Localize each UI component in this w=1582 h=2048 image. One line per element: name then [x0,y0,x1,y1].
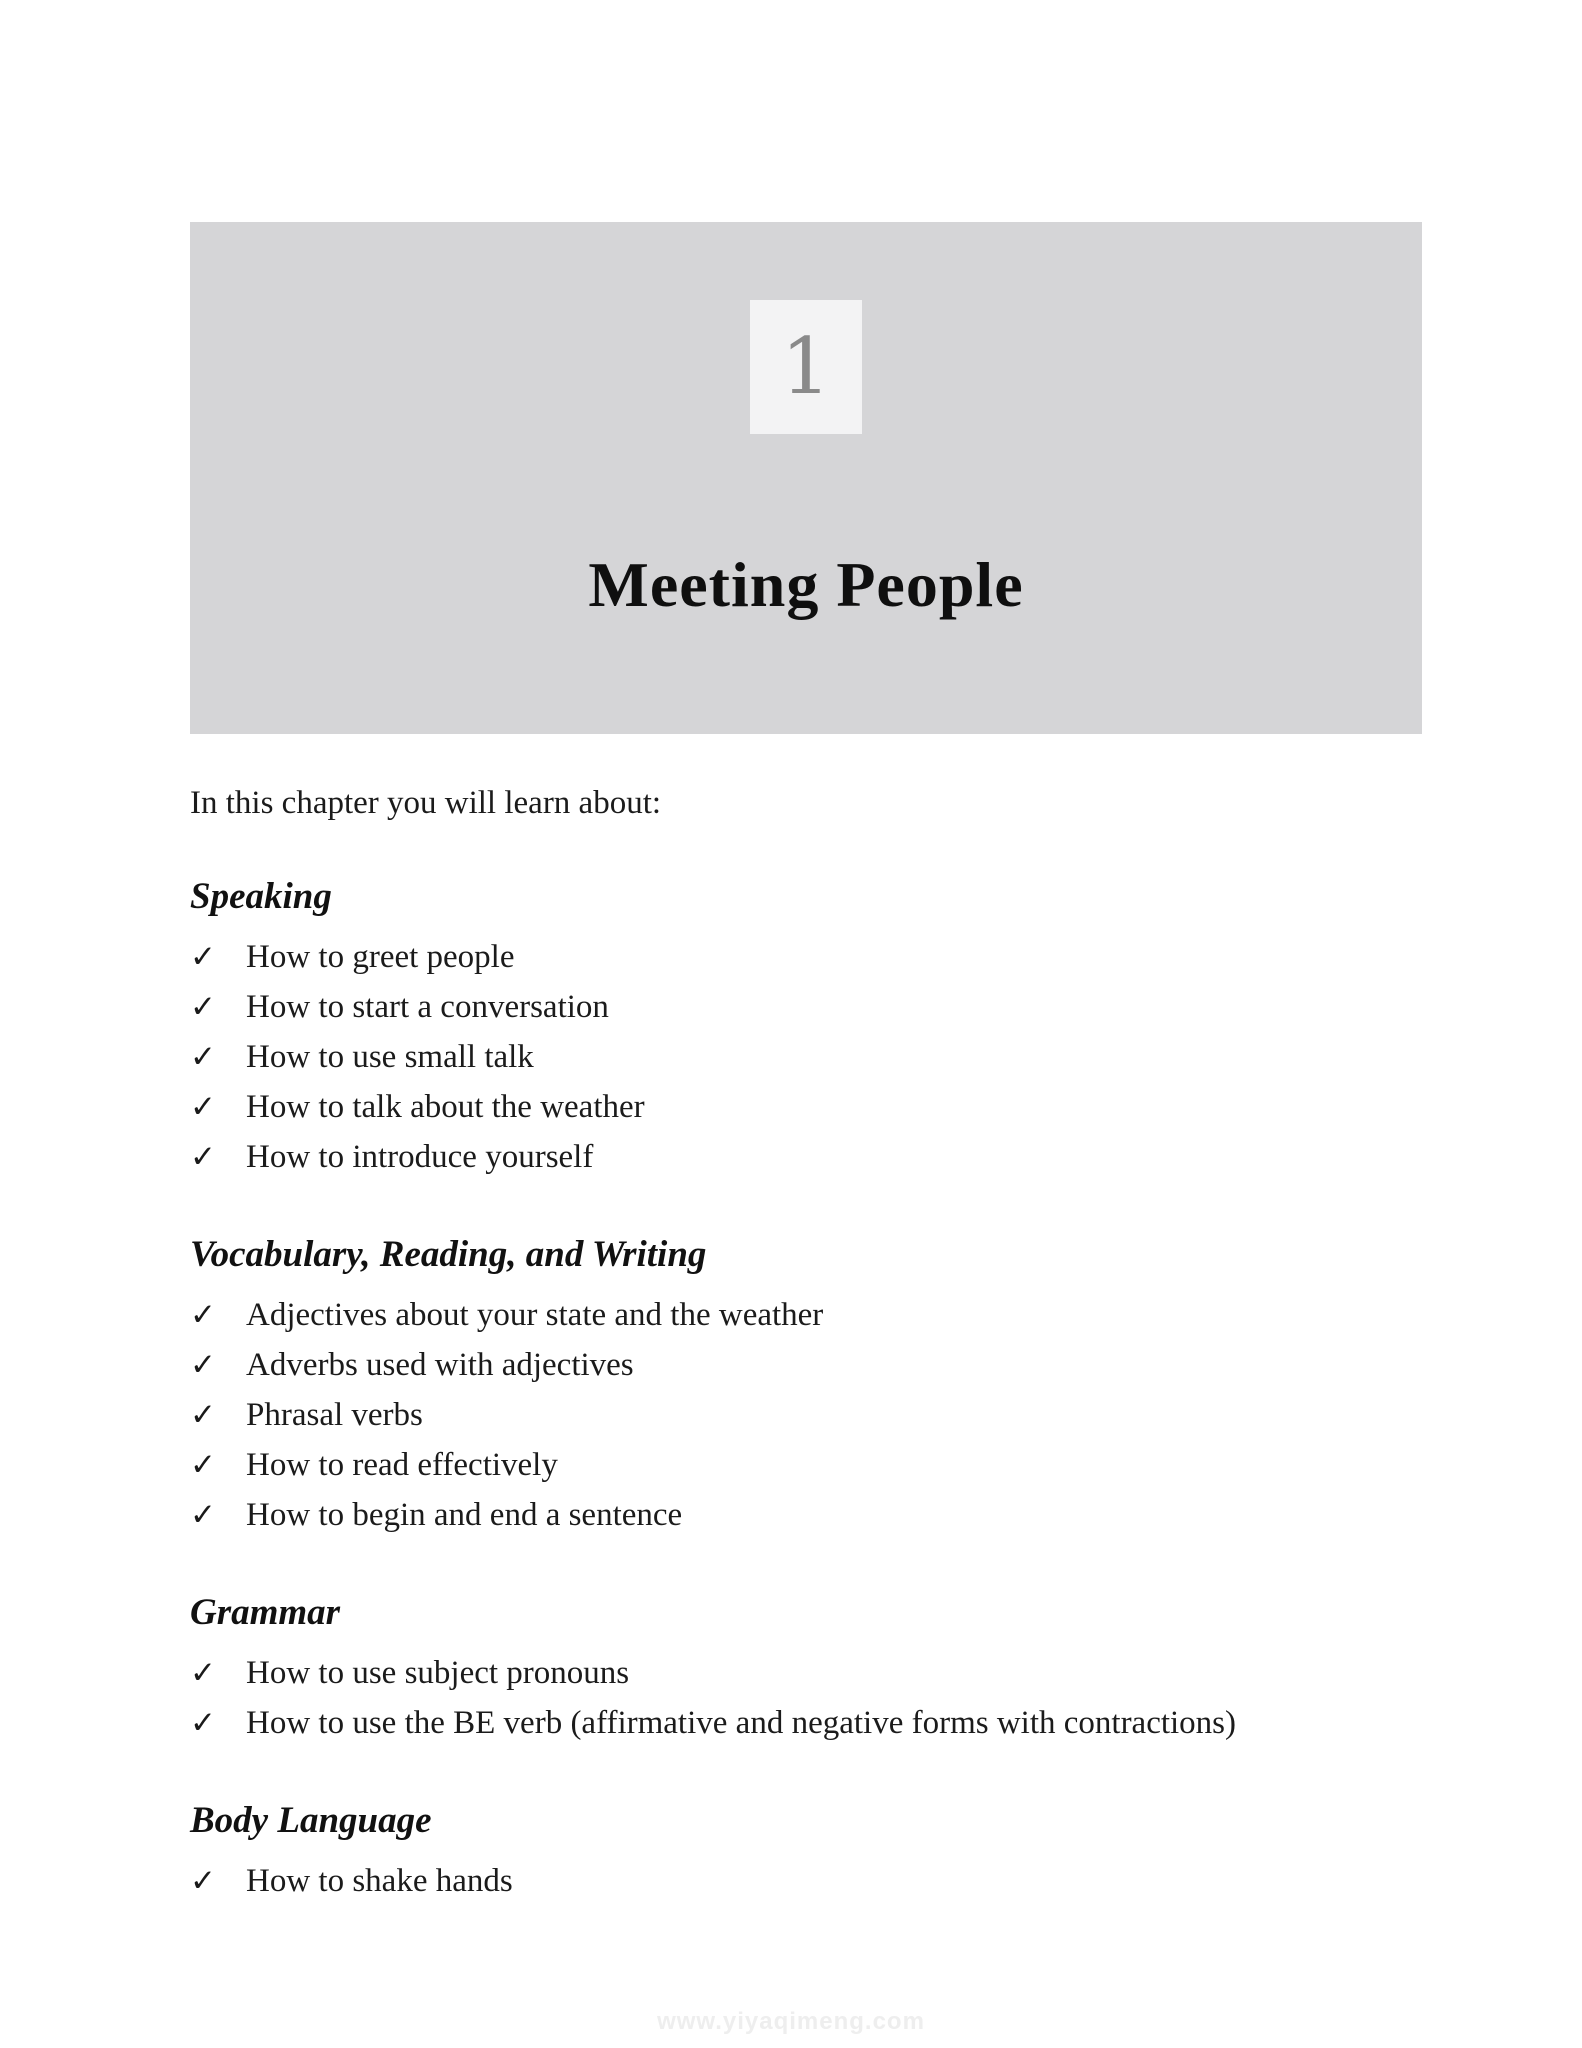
section-grammar [190,1590,1400,1748]
list-item [190,1856,1400,1906]
intro-text: In this chapter you will learn about: [190,785,662,821]
list-item [190,1032,1400,1082]
section-heading-body-language: Body Language [190,1800,432,1841]
chapter-title: Meeting People [588,549,1024,620]
list-item [190,1290,1400,1340]
list-item-text: How to use the BE verb (affirmative and negative forms with contractions) [246,1705,1237,1741]
list-item [190,1082,1400,1132]
vocabulary-item-list [190,1290,1400,1540]
check-icon: ✓ [190,1139,216,1175]
chapter-overview [190,782,1400,1906]
list-item-text: How to talk about the weather [246,1089,645,1125]
check-icon: ✓ [190,1863,216,1899]
body-language-item-list [190,1856,1400,1906]
section-body-language [190,1798,1400,1906]
check-icon: ✓ [190,1347,216,1383]
list-item [190,1490,1400,1540]
list-item-text: How to read effectively [246,1447,558,1483]
list-item-text: How to greet people [246,939,515,975]
check-icon: ✓ [190,1397,216,1433]
check-icon: ✓ [190,1039,216,1075]
section-speaking [190,874,1400,1182]
watermark: www.yiyaqimeng.com [657,2008,925,2035]
list-item [190,982,1400,1032]
list-item [190,1132,1400,1182]
list-item-text: Adjectives about your state and the weather [246,1297,824,1333]
list-item-text: Phrasal verbs [246,1397,423,1433]
list-item-text: How to start a conversation [246,989,609,1025]
list-item [190,1390,1400,1440]
check-icon: ✓ [190,1497,216,1533]
chapter-banner [190,222,1422,734]
chapter-number: 1 [781,322,831,412]
list-item [190,1340,1400,1390]
speaking-item-list [190,932,1400,1182]
list-item [190,932,1400,982]
list-item-text: How to shake hands [246,1863,513,1899]
list-item-text: Adverbs used with adjectives [246,1347,634,1383]
check-icon: ✓ [190,939,216,975]
check-icon: ✓ [190,1297,216,1333]
grammar-item-list [190,1648,1400,1748]
section-vocabulary-reading-writing [190,1232,1400,1540]
list-item-text: How to use small talk [246,1039,534,1075]
check-icon: ✓ [190,1655,216,1691]
list-item-text: How to use subject pronouns [246,1655,630,1691]
check-icon: ✓ [190,1705,216,1741]
list-item [190,1648,1400,1698]
section-heading-grammar: Grammar [190,1592,341,1633]
section-heading-vocabulary: Vocabulary, Reading, and Writing [190,1234,707,1275]
check-icon: ✓ [190,1089,216,1125]
list-item [190,1698,1400,1748]
chapter-number-box [750,300,862,434]
section-heading-speaking: Speaking [190,876,332,917]
check-icon: ✓ [190,1447,216,1483]
list-item-text: How to introduce yourself [246,1139,594,1175]
list-item [190,1440,1400,1490]
list-item-text: How to begin and end a sentence [246,1497,683,1533]
check-icon: ✓ [190,989,216,1025]
